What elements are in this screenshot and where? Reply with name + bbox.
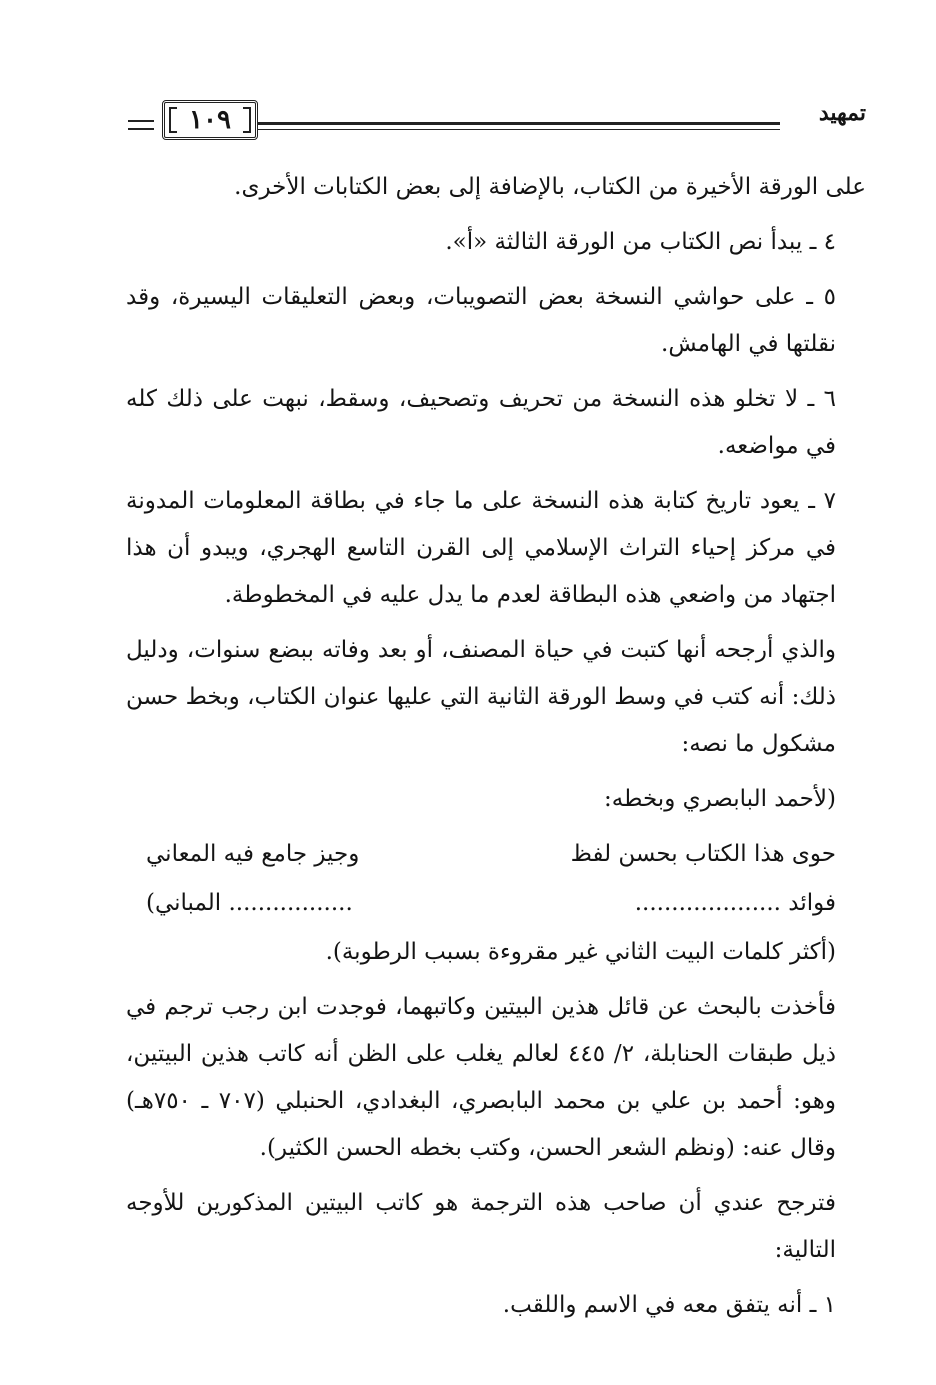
page-body [126,164,866,1337]
list-item-5: ٥ ـ على حواشي النسخة بعض التصويبات، وبعض التعليقات اليسيرة، وقد نقلتها في الهامش. [126,284,836,357]
quote-intro: (لأحمد البابصري وبخطه: [604,786,836,812]
verse-hemistich: فوائد .................... [634,890,836,916]
page-header [120,96,866,144]
paragraph: والذي أرجحه أنها كتبت في حياة المصنف، أو بعد وفاته ببضع سنوات، ودليل ذلك: أنه كتب في وسط الورقة الثانية التي عليها عنوان الكتاب، وبخط حسن مشكول ما نصه: [126,637,836,757]
list-item-7: ٧ ـ يعود تاريخ كتابة هذه النسخة على ما جاء في بطاقة المعلومات المدونة في مركز إحياء التراث الإسلامي إلى القرن التاسع الهجري، ويبدو أن هذا اجتهاد من واضعي هذه البطاقة لعدم ما يدل عليه في المخطوطة. [126,488,836,608]
header-rule [258,122,780,125]
ornament-dash [128,128,154,130]
paragraph: فترجح عندي أن صاحب هذه الترجمة هو كاتب البيتين المذكورين للأوجه التالية: [126,1190,836,1263]
running-title: تمهيد [818,100,866,126]
paragraph: فأخذت بالبحث عن قائل هذين البيتين وكاتبهما، فوجدت ابن رجب ترجم في ذيل طبقات الحنابلة، ٢/ ٤٤٥ لعالم يغلب على الظن أنه كاتب هذين البيتين، وهو: أحمد بن علي بن محمد البابصري، البغدادي، الحنبلي (٧٠٧ ـ ٧٥٠هـ) وقال عنه: (ونظم الشعر الحسن، وكتب بخطه الحسن الكثير). [126,994,837,1161]
note: (أكثر كلمات البيت الثاني غير مقروءة بسبب الرطوبة). [325,939,836,965]
ornament-dash [128,120,154,122]
list-item-6: ٦ ـ لا تخلو هذه النسخة من تحريف وتصحيف، وسقط، نبهت على ذلك كله في مواضعه. [126,386,836,459]
verse-hemistich: وجيز جامع فيه المعاني [146,841,360,867]
verse-line-1 [126,831,866,878]
page-number: ١٠٩ [189,105,231,135]
header-rule-thin [258,129,780,130]
list-item-1: ١ ـ أنه يتفق معه في الاسم واللقب. [502,1292,836,1318]
verse-hemistich: حوى هذا الكتاب بحسن لفظ [570,841,836,867]
verse-hemistich: ................. المباني) [146,890,353,916]
verse-line-2 [126,880,866,927]
paragraph: على الورقة الأخيرة من الكتاب، بالإضافة إلى بعض الكتابات الأخرى. [234,174,866,200]
list-item-4: ٤ ـ يبدأ نص الكتاب من الورقة الثالثة «أ». [445,229,836,255]
page-number-box [162,100,258,140]
